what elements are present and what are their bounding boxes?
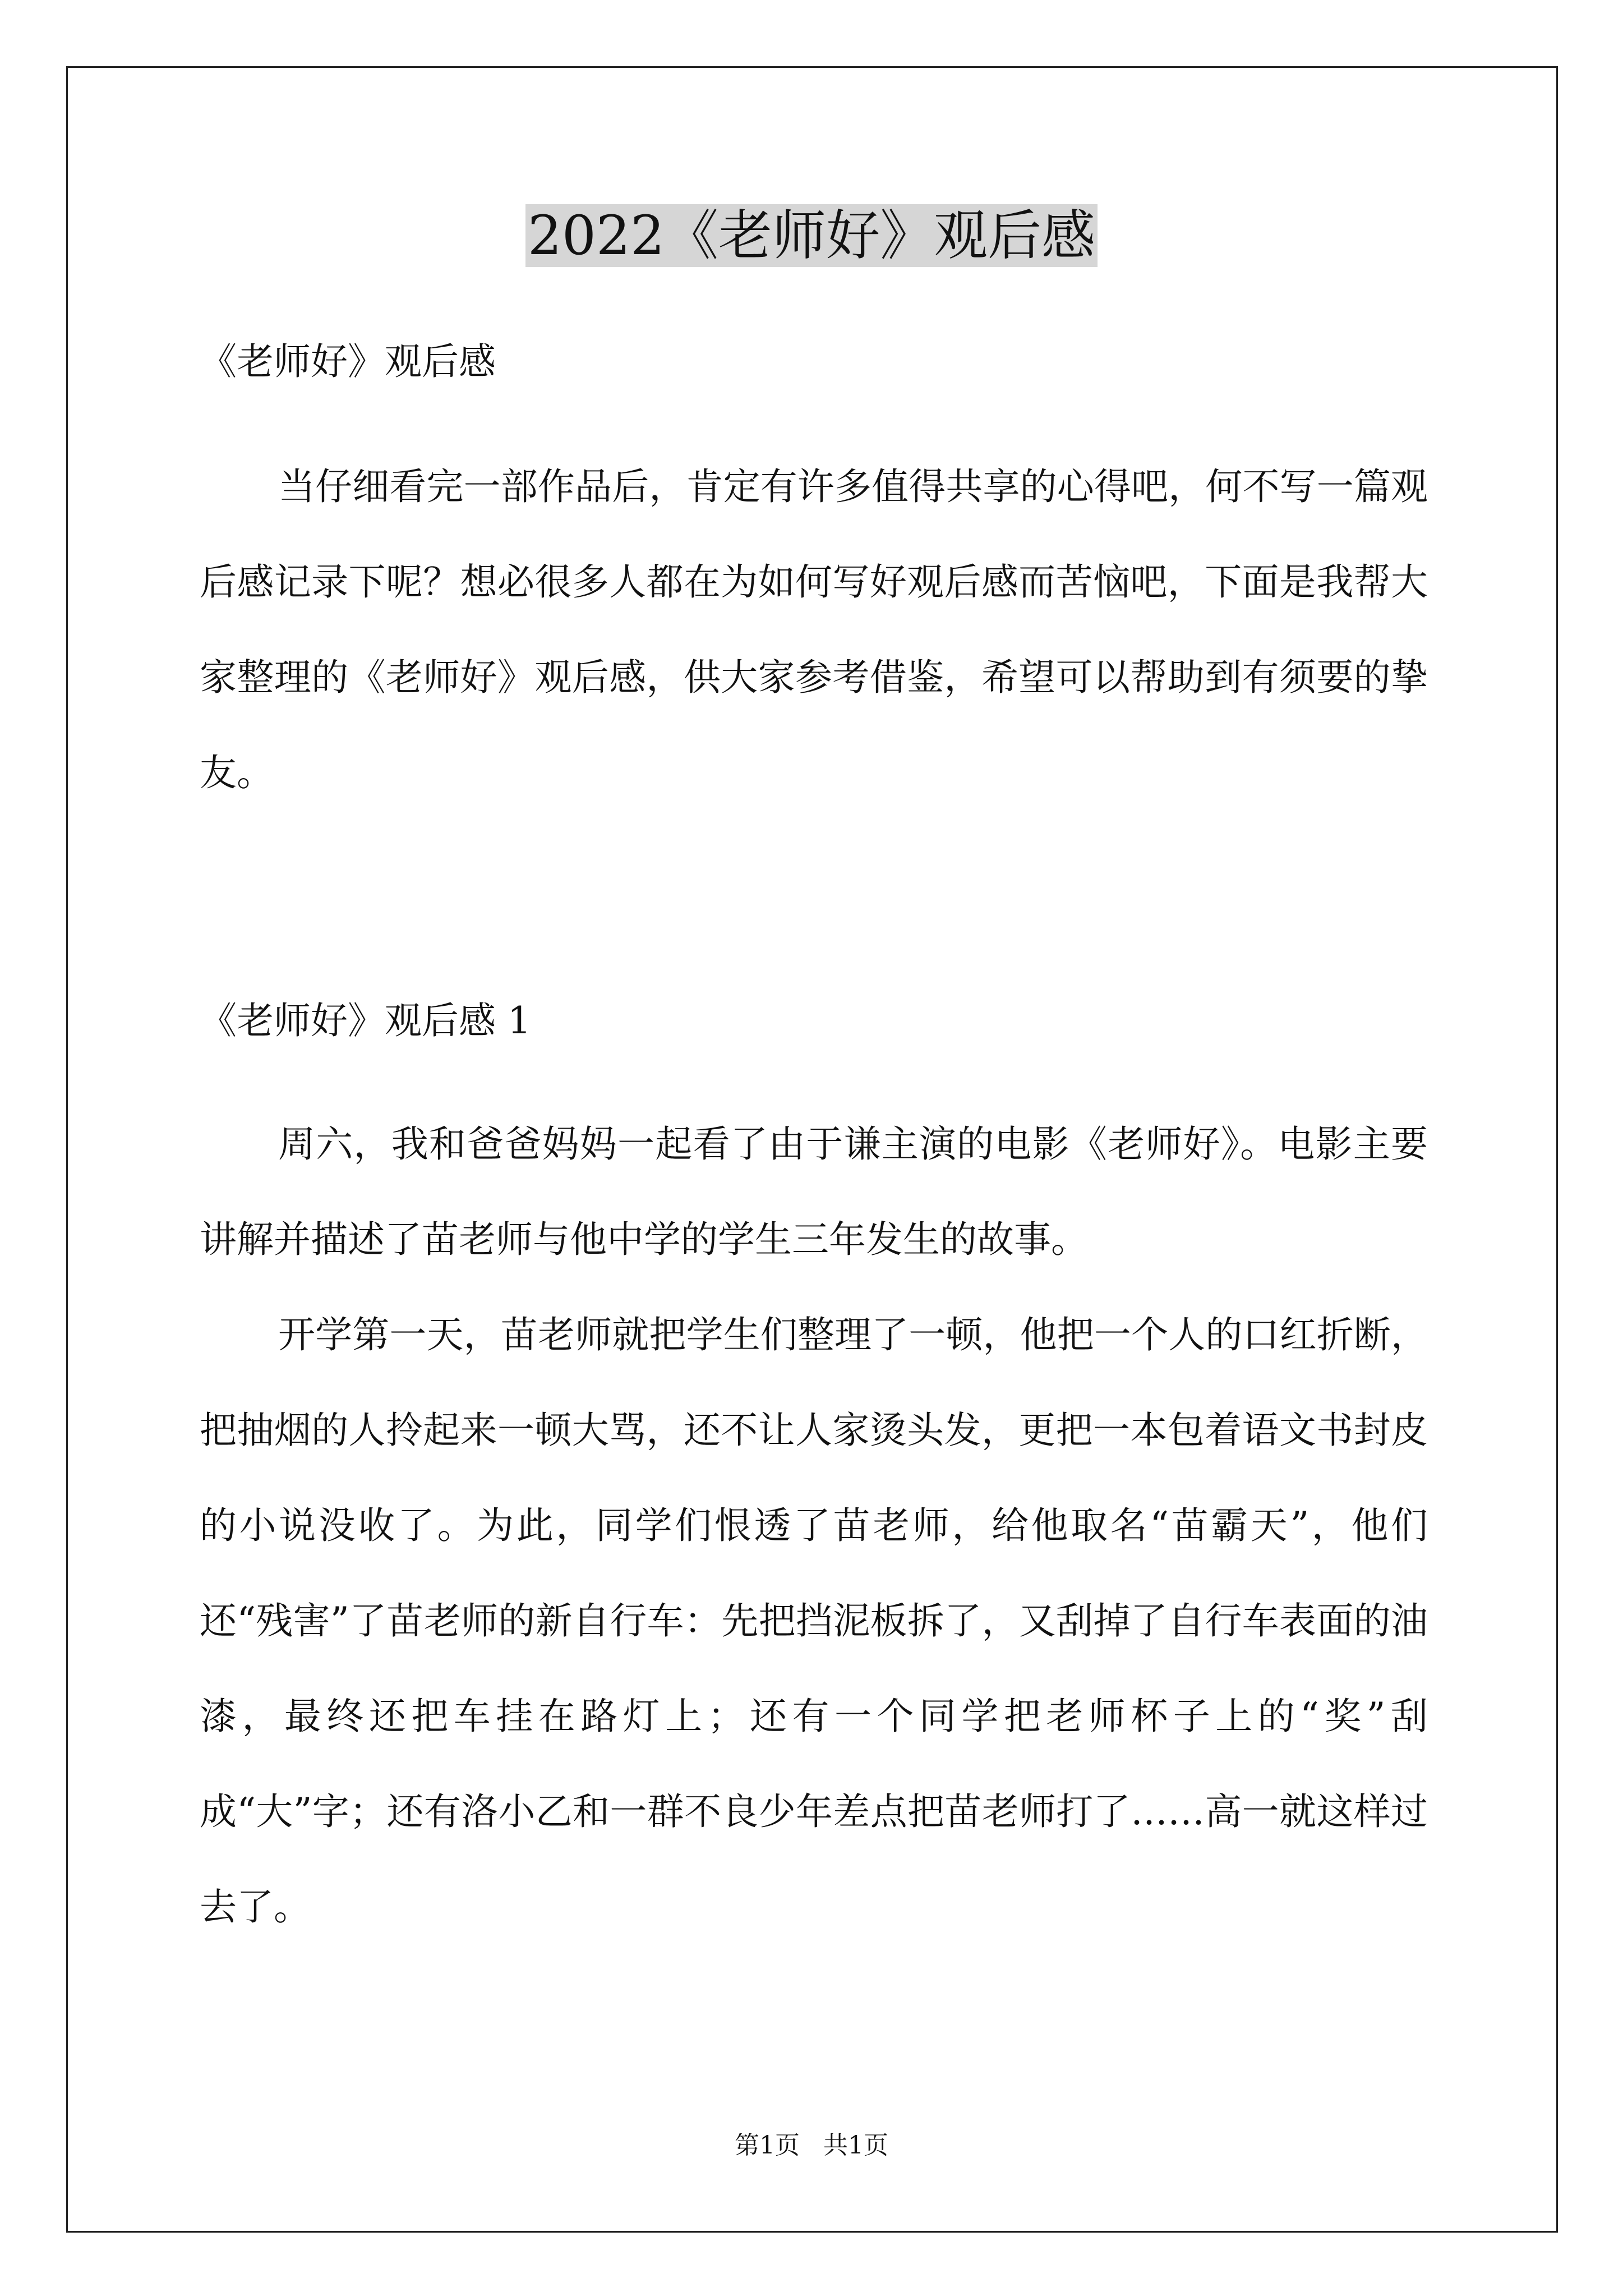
- body-paragraph-1: 周六，我和爸爸妈妈一起看了由于谦主演的电影《老师好》。电影主要讲解并描述了苗老师与他中学的学生三年发生的故事。: [200, 1122, 1428, 1261]
- document-title-text: 2022《老师好》观后感: [525, 204, 1098, 267]
- section-heading: 《老师好》观后感 1: [200, 999, 531, 1042]
- intro-heading: 《老师好》观后感: [200, 340, 496, 383]
- document-title: [0, 199, 1623, 272]
- intro-paragraph: 当仔细看完一部作品后，肯定有许多值得共享的心得吧，何不写一篇观后感记录下呢？想必很多人都在为如何写好观后感而苦恼吧，下面是我帮大家整理的《老师好》观后感，供大家参考借鉴，希望可以帮助到有须要的挚友。: [200, 465, 1428, 794]
- body-paragraph-2: 开学第一天，苗老师就把学生们整理了一顿，他把一个人的口红折断，把抽烟的人拎起来一顿大骂，还不让人家烫头发，更把一本包着语文书封皮的小说没收了。为此，同学们恨透了苗老师，给他取名“苗霸天”，他们还“残害”了苗老师的新自行车：先把挡泥板拆了，又刮掉了自行车表面的油漆，最终还把车挂在路灯上；还有一个同学把老师杯子上的“奖”刮成“大”字；还有洛小乙和一群不良少年差点把苗老师打了……高一就这样过去了。: [200, 1313, 1428, 1929]
- page-footer: 第1页 共1页: [735, 2131, 888, 2160]
